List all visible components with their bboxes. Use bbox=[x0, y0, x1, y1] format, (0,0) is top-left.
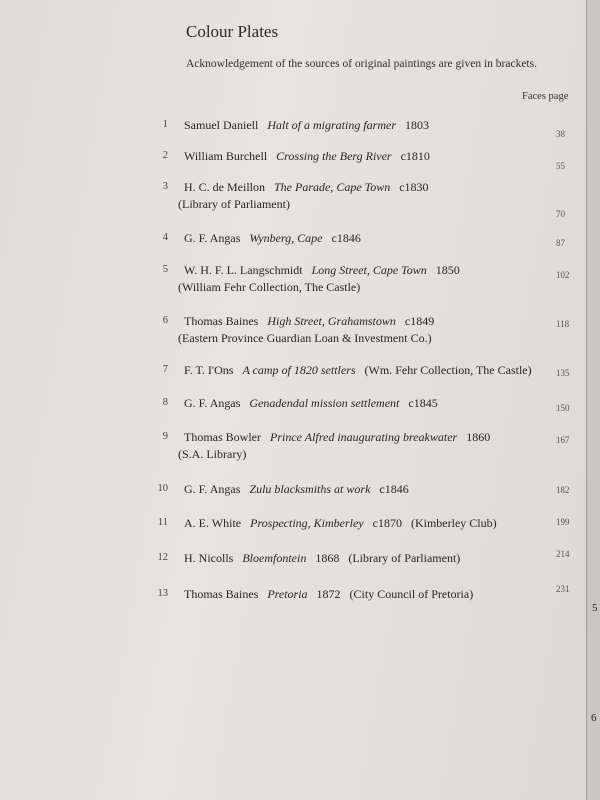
page-heading: Colour Plates bbox=[186, 22, 279, 41]
plate-number: 10 bbox=[157, 483, 168, 494]
plate-line bbox=[184, 314, 443, 329]
plate-line bbox=[184, 396, 447, 411]
plate-number: 6 bbox=[162, 315, 168, 326]
plate-title: Pretoria bbox=[267, 587, 308, 601]
plate-artist: Thomas Bowler bbox=[184, 430, 261, 444]
plate-page-number: 38 bbox=[556, 129, 565, 139]
plate-date: 1872 bbox=[316, 587, 341, 601]
plate-page-number: 55 bbox=[556, 161, 565, 171]
plate-entry bbox=[0, 264, 586, 304]
plate-number: 12 bbox=[157, 552, 168, 563]
plate-source: (City Council of Pretoria) bbox=[349, 587, 474, 601]
plate-artist: A. E. White bbox=[184, 516, 242, 530]
plate-artist: Samuel Daniell bbox=[184, 118, 259, 132]
plate-source: (Kimberley Club) bbox=[410, 516, 497, 530]
plate-line bbox=[184, 118, 438, 133]
plate-title: The Parade, Cape Town bbox=[274, 180, 391, 194]
plate-title: Crossing the Berg River bbox=[276, 149, 392, 163]
plate-number: 5 bbox=[162, 264, 168, 275]
plate-date: 1803 bbox=[405, 118, 429, 132]
plate-source: (William Fehr Collection, The Castle) bbox=[178, 280, 361, 294]
faces-page-header: Faces page bbox=[522, 91, 569, 102]
plate-date: 1868 bbox=[315, 551, 340, 565]
plate-entry bbox=[0, 315, 586, 355]
plate-line bbox=[184, 516, 497, 531]
plate-page-number: 167 bbox=[556, 435, 570, 445]
plate-number: 3 bbox=[162, 181, 168, 192]
plate-source: (S.A. Library) bbox=[178, 447, 247, 461]
plate-artist: Thomas Baines bbox=[184, 314, 259, 328]
plate-page-number: 199 bbox=[556, 517, 570, 527]
plate-artist: G. F. Angas bbox=[184, 396, 241, 410]
plate-date: c1849 bbox=[404, 314, 435, 328]
plate-artist: F. T. I'Ons bbox=[184, 363, 234, 377]
plate-artist: H. Nicolls bbox=[184, 551, 234, 565]
plate-title: Bloemfontein bbox=[242, 551, 307, 565]
facing-page-mark: 6 bbox=[591, 712, 597, 724]
plate-number: 8 bbox=[162, 397, 168, 408]
plate-page-number: 87 bbox=[556, 238, 565, 248]
plate-page-number: 150 bbox=[556, 403, 570, 413]
plate-source: (Eastern Province Guardian Loan & Investment Co.) bbox=[178, 331, 432, 345]
plate-line bbox=[184, 587, 473, 602]
plate-date: 1850 bbox=[435, 263, 460, 277]
plate-date: 1860 bbox=[466, 430, 491, 444]
plate-number: 2 bbox=[162, 150, 168, 161]
plate-line bbox=[184, 482, 418, 497]
plate-source: (Library of Parliament) bbox=[178, 197, 290, 211]
plate-date: c1810 bbox=[400, 149, 430, 163]
plate-line bbox=[184, 551, 460, 566]
plate-page-number: 118 bbox=[556, 319, 570, 329]
plate-line bbox=[184, 430, 499, 445]
plate-artist: Thomas Baines bbox=[184, 587, 259, 601]
plate-entry bbox=[0, 431, 586, 471]
plate-line bbox=[184, 363, 532, 378]
plate-entry bbox=[0, 549, 586, 592]
plate-title: Halt of a migrating farmer bbox=[267, 118, 396, 132]
plate-number: 1 bbox=[162, 119, 168, 130]
plate-number: 9 bbox=[162, 431, 168, 442]
plate-date: c1846 bbox=[331, 231, 361, 245]
plate-page-number: 135 bbox=[556, 368, 570, 378]
plate-entry bbox=[0, 584, 586, 628]
plate-artist: W. H. F. L. Langschmidt bbox=[184, 263, 303, 277]
plate-date: c1845 bbox=[408, 396, 438, 410]
plate-title: High Street, Grahamstown bbox=[267, 314, 396, 328]
plate-artist: H. C. de Meillon bbox=[184, 180, 265, 194]
plate-title: A camp of 1820 settlers bbox=[242, 363, 356, 377]
plate-entry bbox=[0, 181, 586, 221]
plate-line bbox=[184, 263, 469, 278]
plate-date: c1870 bbox=[372, 516, 402, 530]
plate-number: 13 bbox=[157, 588, 168, 599]
plate-page-number: 70 bbox=[556, 209, 565, 219]
plate-number: 7 bbox=[162, 364, 168, 375]
plate-line bbox=[184, 180, 438, 195]
plate-page-number: 102 bbox=[556, 270, 570, 280]
plate-page-number: 182 bbox=[556, 485, 570, 495]
plate-line bbox=[184, 149, 439, 164]
subtitle: Acknowledgement of the sources of original paintings are given in brackets. bbox=[186, 58, 537, 70]
plate-title: Long Street, Cape Town bbox=[311, 263, 427, 277]
plate-title: Prospecting, Kimberley bbox=[250, 516, 364, 530]
plate-title: Zulu blacksmiths at work bbox=[249, 482, 371, 496]
plate-title: Genadendal mission settlement bbox=[249, 396, 400, 410]
plate-artist: G. F. Angas bbox=[184, 482, 241, 496]
plate-artist: G. F. Angas bbox=[184, 231, 241, 245]
plate-title: Wynberg, Cape bbox=[249, 231, 323, 245]
facing-page-edge bbox=[586, 0, 600, 800]
facing-page-mark: 5 bbox=[592, 602, 598, 614]
plate-title: Prince Alfred inaugurating breakwater bbox=[270, 430, 458, 444]
plate-page-number: 231 bbox=[556, 584, 570, 594]
plate-date: c1830 bbox=[399, 180, 429, 194]
plate-date: c1846 bbox=[379, 482, 409, 496]
plate-number: 4 bbox=[162, 232, 168, 243]
plate-line bbox=[184, 231, 370, 246]
plate-source: (Wm. Fehr Collection, The Castle) bbox=[364, 363, 532, 377]
plate-artist: William Burchell bbox=[184, 149, 268, 163]
plate-number: 11 bbox=[157, 517, 168, 528]
plate-page-number: 214 bbox=[556, 549, 570, 559]
plate-source: (Library of Parliament) bbox=[348, 551, 461, 565]
